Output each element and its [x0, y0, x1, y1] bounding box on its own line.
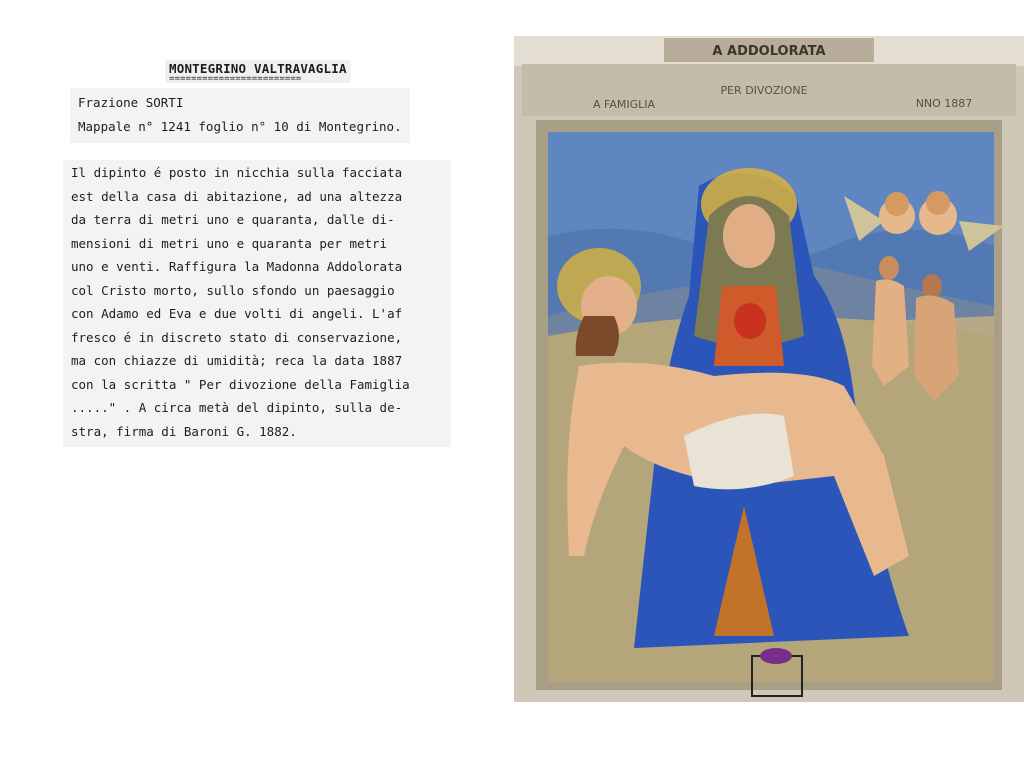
location-frazione: Frazione SORTI — [78, 95, 184, 110]
description-line: mensioni di metri uno e quaranta per metri — [71, 235, 388, 251]
description-line: Il dipinto é posto in nicchia sulla facciata — [71, 165, 403, 180]
description-line: est della casa di abitazione, ad una altezza — [71, 188, 403, 204]
description-block — [63, 160, 451, 447]
flower-offering — [760, 648, 792, 664]
description-line: da terra di metri uno e quaranta, dalle di- — [71, 212, 395, 227]
eve-figure — [872, 279, 909, 386]
location-mappale: Mappale n° 1241 foglio n° 10 di Montegrino. — [78, 119, 402, 134]
angel-hair-2 — [926, 191, 950, 215]
description-line: con la scritta " Per divozione della Famiglia — [71, 376, 410, 392]
christ-hair — [576, 316, 619, 356]
title-block — [165, 60, 351, 83]
document-title: MONTEGRINO VALTRAVAGLIA — [169, 61, 347, 76]
madonna-face — [723, 204, 775, 268]
description-line: ....." . A circa metà del dipinto, sulla de- — [71, 400, 403, 415]
description-line: stra, firma di Baroni G. 1882. — [71, 423, 297, 439]
description-line: ma con chiazze di umidità; reca la data 1887 — [71, 353, 403, 368]
title-underline: ======================== — [169, 76, 302, 83]
fresco-photo — [514, 36, 1024, 702]
inscription-top: A ADDOLORATA — [712, 44, 826, 59]
inscription-mid: PER DIVOZIONE — [720, 84, 808, 97]
description-line: con Adamo ed Eva e due volti di angeli. L'af — [71, 306, 403, 321]
sacred-heart — [734, 303, 766, 339]
description-line: col Cristo morto, sullo sfondo un paesaggio — [71, 282, 395, 298]
description-line: fresco é in discreto stato di conservazione, — [71, 329, 403, 345]
description-line: uno e venti. Raffigura la Madonna Addolorata — [71, 259, 403, 274]
location-block — [70, 88, 410, 143]
inscription-left: A FAMIGLIA — [592, 98, 656, 111]
adam-head — [922, 274, 942, 298]
inscription-right: NNO 1887 — [915, 97, 973, 110]
fresco-illustration — [514, 36, 1024, 702]
angel-hair-1 — [885, 192, 909, 216]
eve-head — [879, 256, 899, 280]
